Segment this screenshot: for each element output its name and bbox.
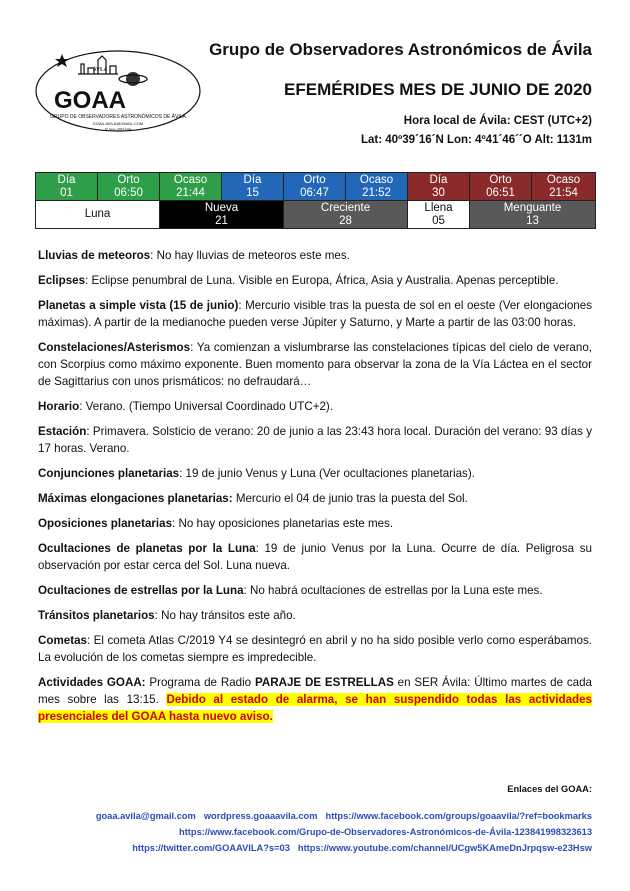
- moon-phase-full: Llena 05: [408, 201, 470, 229]
- coordinates: Lat: 40º39´16´N Lon: 4º41´46´´O Alt: 1131m: [360, 134, 592, 146]
- sun-day-cell: Día 01: [36, 173, 98, 201]
- section-meteor-showers: Lluvias de meteoros: No hay lluvias de meteoros este mes.: [38, 249, 350, 262]
- svg-text:ÁVILA: ÁVILA: [93, 67, 108, 73]
- moon-phase-first-quarter: Creciente 28: [284, 201, 408, 229]
- facebook-page-link[interactable]: https://www.facebook.com/Grupo-de-Observadores-Astronómicos-de-Ávila-123841998323613: [179, 827, 592, 837]
- section-season: Estación: Primavera. Solsticio de verano: 20 de junio a las 23:43 hora local. Duración del verano: 93 días y 17 horas. Verano.: [38, 425, 592, 455]
- sunset-cell: Ocaso 21:44: [160, 173, 222, 201]
- moon-phase-new: Nueva 21: [160, 201, 284, 229]
- logo-small: Nº Asoc. 2003 Ávila: [104, 127, 132, 131]
- logo-acronym: GOAA: [54, 87, 126, 114]
- sun-day-cell: Día 15: [222, 173, 284, 201]
- section-conjunctions: Conjunciones planetarias: 19 de junio Venus y Luna (Ver ocultaciones planetarias).: [38, 467, 475, 480]
- section-elongations: Máximas elongaciones planetarias: Mercurio el 04 de junio tras la puesta del Sol.: [38, 492, 468, 505]
- sunrise-cell: Orto 06:50: [98, 173, 160, 201]
- star-icon: [55, 54, 69, 67]
- ephemeris-content: [38, 247, 592, 733]
- links-line-3: [96, 840, 592, 856]
- links-line-1: [96, 808, 592, 824]
- local-time: Hora local de Ávila: CEST (UTC+2): [403, 115, 592, 127]
- goaa-logo-graphic: [34, 46, 202, 132]
- wordpress-link[interactable]: wordpress.goaaavila.com: [203, 811, 318, 821]
- links-footer: [96, 784, 592, 856]
- section-schedule: Horario: Verano. (Tiempo Universal Coordinado UTC+2).: [38, 400, 334, 413]
- moon-phase-last-quarter: Menguante 13: [470, 201, 596, 229]
- ephemeris-table: [35, 172, 596, 229]
- section-star-occultations: Ocultaciones de estrellas por la Luna: No habrá ocultaciones de estrellas por la Luna este mes.: [38, 584, 543, 597]
- section-comets: Cometas: El cometa Atlas C/2019 Y4 se desintegró en abril y no ha sido posible verlo como esperábamos. La evolución de los cometas siempre es impredecible.: [38, 634, 592, 664]
- section-visible-planets: Planetas a simple vista (15 de junio): Mercurio visible tras la puesta de sol en el oeste (Ver elongaciones máximas). A partir de la medianoche pueden verse Júpiter y Saturno, y Marte a partir de las 03:00 horas.: [38, 299, 593, 329]
- email-link[interactable]: goaa.avila@gmail.com: [95, 811, 196, 821]
- moon-label: Luna: [36, 201, 160, 229]
- sunset-cell: Ocaso 21:54: [532, 173, 596, 201]
- facebook-group-link[interactable]: https://www.facebook.com/groups/goaavila/?ref=bookmarks: [325, 811, 592, 821]
- section-oppositions: Oposiciones planetarias: No hay oposiciones planetarias este mes.: [38, 517, 394, 530]
- sun-row: [36, 173, 596, 201]
- section-constellations: Constelaciones/Asterismos: Ya comienzan a vislumbrarse las constelaciones típicas del cielo de verano, con Scorpius como máximo exponente. Buen momento para observar la zona de la Vía Láctea en el sector de Sagittarius con unos prismáticos: no defraudará…: [38, 341, 592, 388]
- sun-day-cell: Día 30: [408, 173, 470, 201]
- document-title: EFEMÉRIDES MES DE JUNIO DE 2020: [284, 80, 592, 99]
- moon-row: [36, 201, 596, 229]
- goaa-logo: [34, 46, 202, 132]
- section-planet-occultations: Ocultaciones de planetas por la Luna: 19 de junio Venus por la Luna. Ocurre de día. Peligrosa su observación por estar cerca del Sol. Luna nueva.: [38, 542, 592, 572]
- section-eclipses: Eclipses: Eclipse penumbral de Luna. Visible en Europa, África, Asia y Australia. Apenas perceptible.: [38, 274, 559, 287]
- logo-subtitle: GRUPO DE OBSERVADORES ASTRONÓMICOS DE ÁVILA: [50, 114, 186, 120]
- section-transits: Tránsitos planetarios: No hay tránsitos este año.: [38, 609, 296, 622]
- youtube-link[interactable]: https://www.youtube.com/channel/UCgw5KAmeDnJrpqsw-e23Hsw: [297, 843, 592, 853]
- logo-url: GOAA.AVILA@GMAIL.COM: [92, 121, 144, 126]
- section-activities: Actividades GOAA: Programa de Radio PARAJE DE ESTRELLAS en SER Ávila: Último martes de cada mes sobre las 13:15. Debido al estado de alarma, se han suspendido todas las actividades presenciales del GOAA hasta nuevo aviso.: [38, 676, 592, 723]
- sunrise-cell: Orto 06:51: [470, 173, 532, 201]
- links-heading: Enlaces del GOAA:: [507, 784, 592, 794]
- twitter-link[interactable]: https://twitter.com/GOAAVILA?s=03: [132, 843, 290, 853]
- org-title: Grupo de Observadores Astronómicos de Ávila: [209, 40, 592, 59]
- alert-notice: Debido al estado de alarma, se han suspendido todas las actividades presenciales del GOAA hasta nuevo aviso.: [38, 693, 592, 723]
- sunset-cell: Ocaso 21:52: [346, 173, 408, 201]
- sunrise-cell: Orto 06:47: [284, 173, 346, 201]
